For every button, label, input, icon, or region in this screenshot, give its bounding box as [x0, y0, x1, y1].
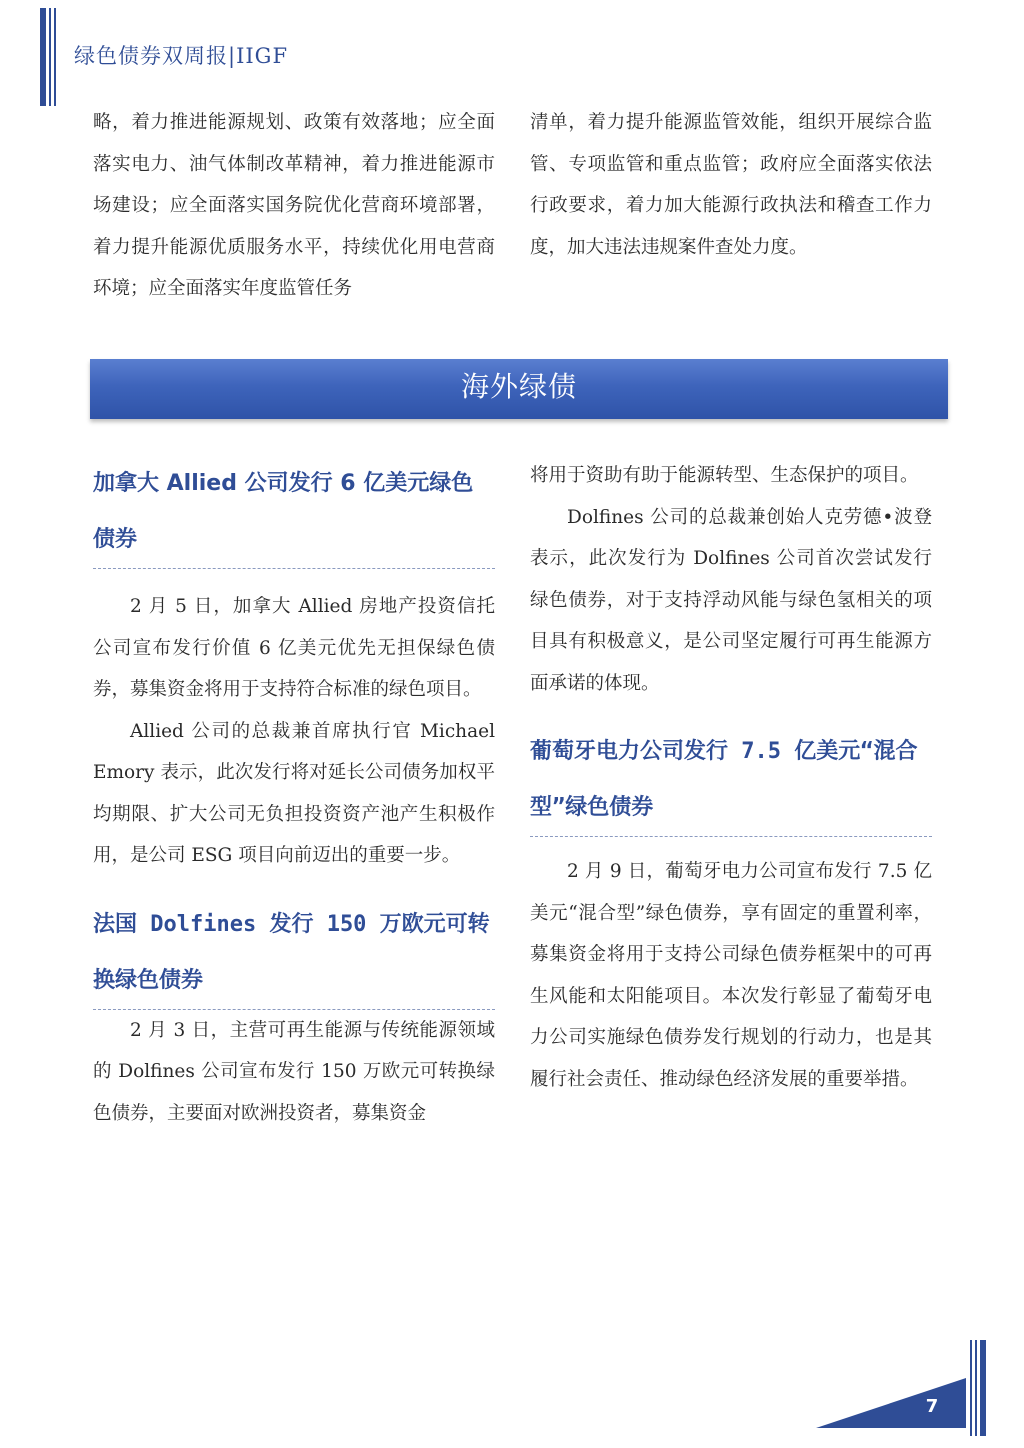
- header-decoration-bars: [40, 8, 62, 106]
- top-left-paragraph: 略，着力推进能源规划、政策有效落地；应全面落实电力、油气体制改革精神，着力推进能源市场建设；应全面落实国务院优化营商环境部署，着力提升能源优质服务水平，持续优化用电营商环境；应全面落实年度监管任务: [93, 112, 495, 299]
- page-number: 7: [925, 1396, 939, 1417]
- allied-paragraph-2: Allied 公司的总裁兼首席执行官 Michael Emory 表示，此次发行将对延长公司债务加权平均期限、扩大公司无负担投资资产池产生积极作用，是公司 ESG 项目向前迈出的重要一步。: [93, 720, 495, 866]
- right-article-column: [530, 455, 932, 1100]
- article-heading-portugal: 葡萄牙电力公司发行 7.5 亿美元“混合型”绿色债券: [530, 724, 932, 837]
- left-article-column: [93, 456, 495, 1134]
- dolfines-paragraph-2: Dolfines 公司的总裁兼创始人克劳德•波登表示，此次发行为 Dolfines 公司首次尝试发行绿色债券，对于支持浮动风能与绿色氢相关的项目具有积极意义，是公司坚定履行可再生能源方面承诺的体现。: [530, 506, 932, 694]
- section-banner: 海外绿债: [90, 359, 948, 419]
- footer-decoration-bars: [970, 1340, 992, 1436]
- top-right-column: [530, 102, 932, 268]
- article-heading-dolfines: 法国 Dolfines 发行 150 万欧元可转换绿色债券: [93, 897, 495, 1010]
- header-title: 绿色债券双周报|IIGF: [74, 44, 289, 68]
- top-right-paragraph: 清单，着力提升能源监管效能，组织开展综合监管、专项监管和重点监管；政府应全面落实依法行政要求，着力加大能源行政执法和稽查工作力度，加大违法违规案件查处力度。: [530, 112, 932, 258]
- dolfines-paragraph-1b: 将用于资助有助于能源转型、生态保护的项目。: [530, 465, 919, 486]
- allied-paragraph-1: 2 月 5 日，加拿大 Allied 房地产投资信托公司宣布发行价值 6 亿美元优先无担保绿色债券，募集资金将用于支持符合标准的绿色项目。: [93, 596, 495, 700]
- article-heading-allied: 加拿大 Allied 公司发行 6 亿美元绿色债券: [93, 456, 495, 569]
- portugal-paragraph-1: 2 月 9 日，葡萄牙电力公司宣布发行 7.5 亿美元“混合型”绿色债券，享有固定的重置利率，募集资金将用于支持公司绿色债券框架中的可再生风能和太阳能项目。本次发行彰显了葡萄牙电力公司实施绿色债券发行规划的行动力，也是其履行社会责任、推动绿色经济发展的重要举措。: [530, 861, 932, 1090]
- top-left-column: [93, 102, 495, 310]
- dolfines-paragraph-1a: 2 月 3 日，主营可再生能源与传统能源领域的 Dolfines 公司宣布发行 150 万欧元可转换绿色债券，主要面对欧洲投资者，募集资金: [93, 1019, 495, 1124]
